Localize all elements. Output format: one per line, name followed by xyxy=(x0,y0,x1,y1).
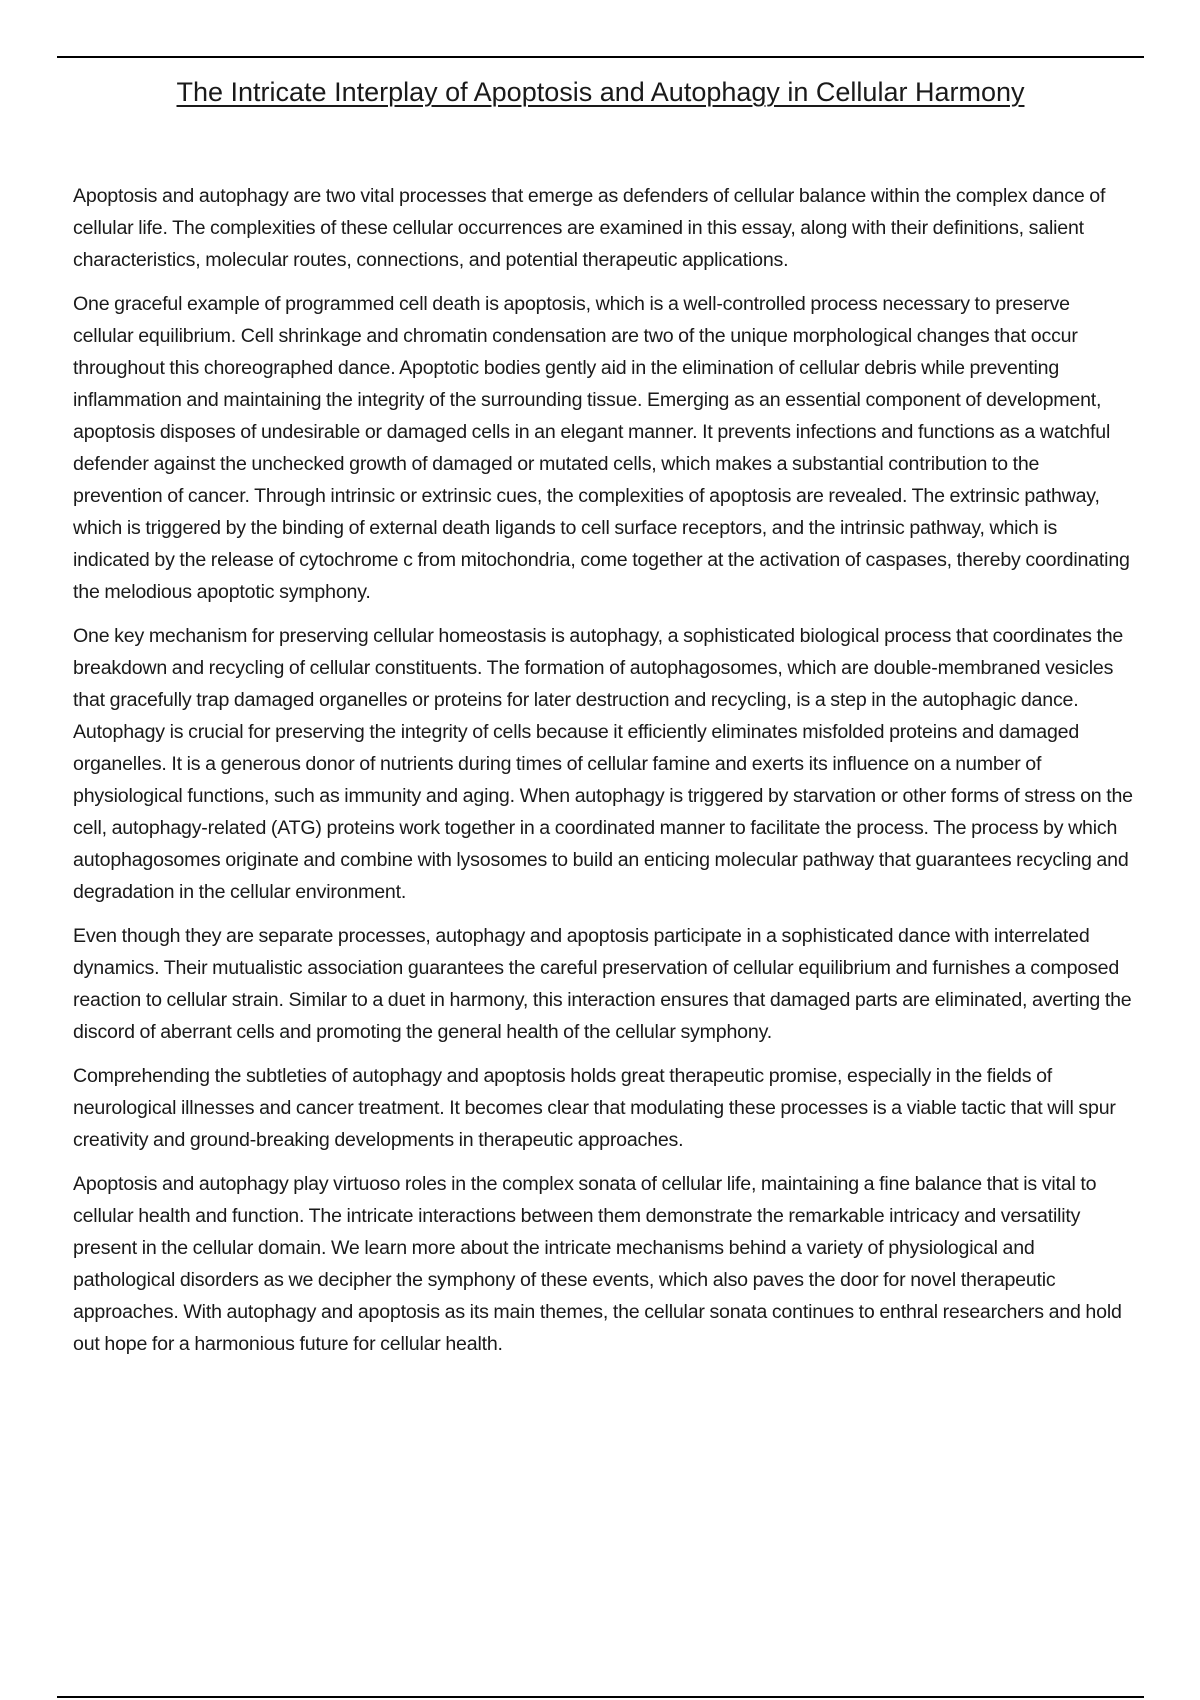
paragraph-apoptosis: One graceful example of programmed cell death is apoptosis, which is a well-controlled process necessary to preserve cellular equilibrium. Cell shrinkage and chromatin condensation are two of the unique morphological changes that occur throughout this choreographed dance. Apoptotic bodies gently aid in the elimination of cellular debris while preventing inflammation and maintaining the integrity of the surrounding tissue. Emerging as an essential component of development, apoptosis disposes of undesirable or damaged cells in an elegant manner. It prevents infections and functions as a watchful defender against the unchecked growth of damaged or mutated cells, which makes a substantial contribution to the prevention of cancer. Through intrinsic or extrinsic cues, the complexities of apoptosis are revealed. The extrinsic pathway, which is triggered by the binding of external death ligands to cell surface receptors, and the intrinsic pathway, which is indicated by the release of cytochrome c from mitochondria, come together at the activation of caspases, thereby coordinating the melodious apoptotic symphony. xyxy=(73,293,1130,603)
document-title: The Intricate Interplay of Apoptosis and Autophagy in Cellular Harmony xyxy=(176,77,1025,107)
paragraph-intro: Apoptosis and autophagy are two vital processes that emerge as defenders of cellular balance within the complex dance of cellular life. The complexities of these cellular occurrences are examined in this essay, along with their definitions, salient characteristics, molecular routes, connections, and potential therapeutic applications. xyxy=(73,185,1106,271)
paragraph-autophagy: One key mechanism for preserving cellular homeostasis is autophagy, a sophisticated biological process that coordinates the breakdown and recycling of cellular constituents. The formation of autophagosomes, which are double-membraned vesicles that gracefully trap damaged organelles or proteins for later destruction and recycling, is a step in the autophagic dance. Autophagy is crucial for preserving the integrity of cells because it efficiently eliminates misfolded proteins and damaged organelles. It is a generous donor of nutrients during times of cellular famine and exerts its influence on a number of physiological functions, such as immunity and aging. When autophagy is triggered by starvation or other forms of stress on the cell, autophagy-related (ATG) proteins work together in a coordinated manner to facilitate the process. The process by which autophagosomes originate and combine with lysosomes to build an enticing molecular pathway that guarantees recycling and degradation in the cellular environment. xyxy=(73,625,1133,903)
bottom-rule xyxy=(57,1696,1144,1698)
top-rule xyxy=(57,56,1144,58)
document-body xyxy=(73,180,1133,1372)
paragraph-therapeutic: Comprehending the subtleties of autophagy and apoptosis holds great therapeutic promise, especially in the fields of neurological illnesses and cancer treatment. It becomes clear that modulating these processes is a viable tactic that will spur creativity and ground-breaking developments in therapeutic approaches. xyxy=(73,1065,1116,1151)
paragraph-conclusion: Apoptosis and autophagy play virtuoso roles in the complex sonata of cellular life, maintaining a fine balance that is vital to cellular health and function. The intricate interactions between them demonstrate the remarkable intricacy and versatility present in the cellular domain. We learn more about the intricate mechanisms behind a variety of physiological and pathological disorders as we decipher the symphony of these events, which also paves the door for novel therapeutic approaches. With autophagy and apoptosis as its main themes, the cellular sonata continues to enthral researchers and hold out hope for a harmonious future for cellular health. xyxy=(73,1173,1122,1355)
paragraph-interplay: Even though they are separate processes, autophagy and apoptosis participate in a sophisticated dance with interrelated dynamics. Their mutualistic association guarantees the careful preservation of cellular equilibrium and furnishes a composed reaction to cellular strain. Similar to a duet in harmony, this interaction ensures that damaged parts are eliminated, averting the discord of aberrant cells and promoting the general health of the cellular symphony. xyxy=(73,925,1132,1043)
